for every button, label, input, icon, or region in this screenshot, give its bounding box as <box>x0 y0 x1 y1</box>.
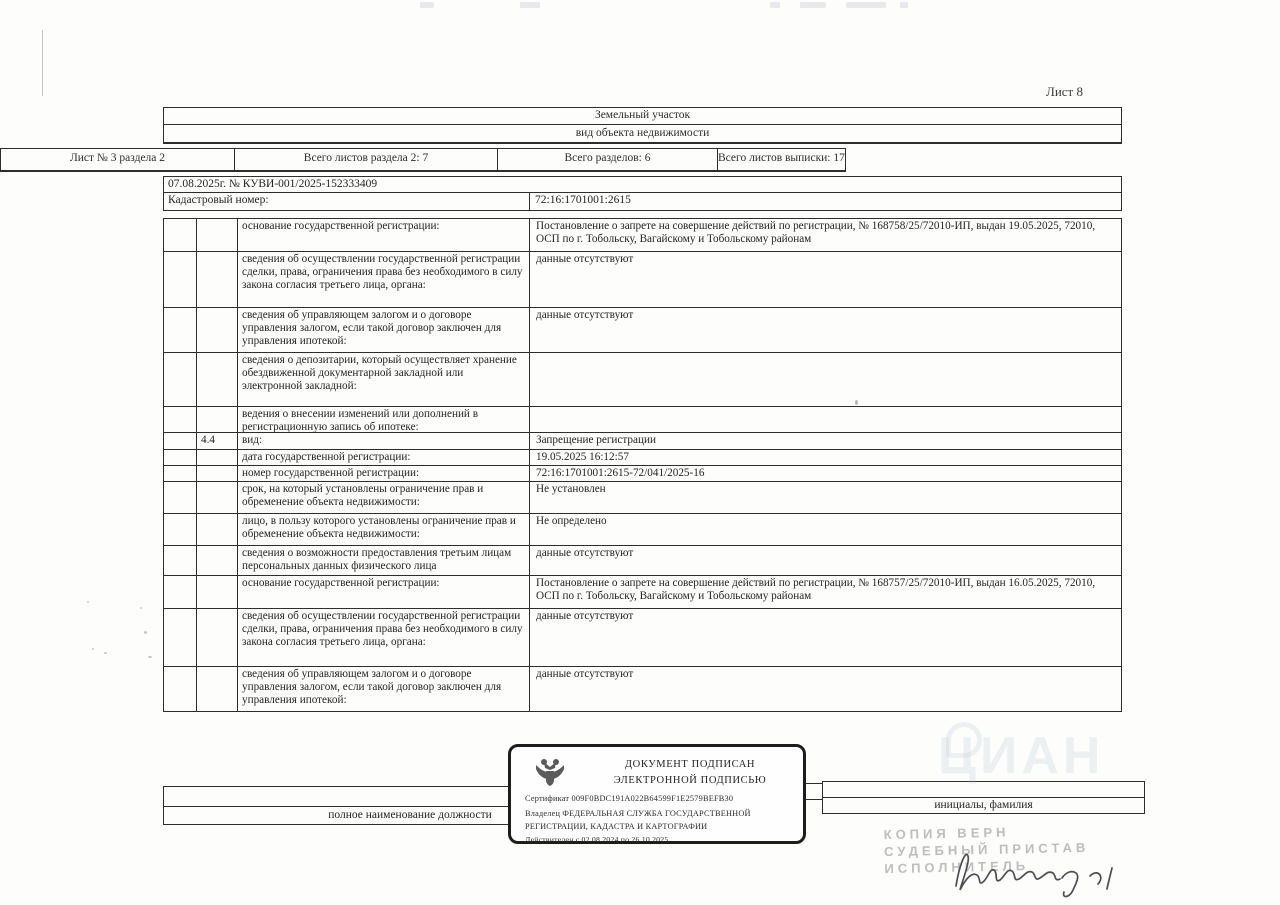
scan-speck <box>104 652 107 654</box>
object-type-banner <box>163 107 1122 144</box>
watermark: ЦИАН <box>938 727 1105 785</box>
row-value-cell: 72:16:1701001:2615-72/041/2025-16 <box>536 467 705 479</box>
cadastral-row <box>163 193 1122 211</box>
row-label-cell: срок, на который установлены ограничение прав и обременение объекта недвижимости: <box>238 482 530 513</box>
sheet-info-cell: Лист № 3 раздела 2 <box>1 149 235 170</box>
connector-line <box>806 783 822 784</box>
table-row <box>164 219 1121 252</box>
row-value-cell: Постановление о запрете на совершение действий по регистрации, № 168758/25/72010-ИП, выдан 19.05.2025, 72010, ОСП по г. Тобольску, Вагайскому и Тобольскому районам <box>536 220 1096 246</box>
extract-date-number: 07.08.2025г. № КУВИ-001/2025-152333409 <box>163 176 1122 193</box>
table-row <box>164 466 1121 482</box>
table-row <box>164 407 1121 433</box>
table-row <box>164 450 1121 466</box>
scan-artifact-top <box>800 2 826 8</box>
stamp-title-line2: ЭЛЕКТРОННОЙ ПОДПИСЬЮ <box>613 775 767 786</box>
scan-artifact-top <box>520 2 540 8</box>
table-row <box>164 514 1121 546</box>
row-number-cell <box>197 609 238 666</box>
sheet-info-cell: Всего листов выписки: 17 <box>718 152 845 164</box>
sheet-number: Лист 8 <box>1046 84 1083 99</box>
row-spacer-cell <box>164 450 197 465</box>
electronic-signature-stamp <box>508 744 806 844</box>
stamp-owner-line2: РЕГИСТРАЦИИ, КАДАСТРА И КАРТОГРАФИИ <box>525 822 708 831</box>
row-label-cell: сведения об осуществлении государственной регистрации сделки, права, ограничения права без необходимого в силу закона согласия третьего лица, органа: <box>238 252 530 307</box>
connector-line <box>806 799 822 800</box>
row-value-cell: данные отсутствуют <box>536 309 634 321</box>
row-spacer-cell <box>164 482 197 513</box>
cadastral-value: 72:16:1701001:2615 <box>535 194 631 206</box>
scan-speck <box>140 607 142 609</box>
stamp-certificate: Сертификат 009F0BDC191A022B64599F1E2579BEFB30 <box>525 794 734 803</box>
row-number-cell <box>197 514 238 545</box>
sheet-info-cell: Всего листов раздела 2: 7 <box>235 149 498 170</box>
row-spacer-cell <box>164 219 197 251</box>
row-number-cell <box>197 353 238 406</box>
row-spacer-cell <box>164 576 197 608</box>
row-number-cell <box>197 308 238 352</box>
row-number-cell <box>197 667 238 711</box>
table-row <box>164 667 1121 711</box>
row-spacer-cell <box>164 308 197 352</box>
table-row <box>164 353 1121 407</box>
row-spacer-cell <box>164 609 197 666</box>
scan-artifact-top <box>846 2 886 8</box>
row-spacer-cell <box>164 353 197 406</box>
row-spacer-cell <box>164 546 197 575</box>
row-value-cell: данные отсутствуют <box>536 253 634 265</box>
row-number-cell <box>197 450 238 465</box>
row-label-cell: ведения о внесении изменений или дополнений в регистрационную запись об ипотеке: <box>238 407 530 432</box>
row-label-cell: лицо, в пользу которого установлены ограничение прав и обременение объекта недвижимости: <box>238 514 530 545</box>
name-caption: инициалы, фамилия <box>934 799 1033 811</box>
copy-stamp-line: ИСПОЛНИТЕЛЬ <box>884 858 1030 877</box>
row-number-cell <box>197 546 238 575</box>
row-value-cell: Не установлен <box>536 483 606 495</box>
object-type: Земельный участок <box>164 108 1121 125</box>
coat-of-arms-icon <box>533 755 567 789</box>
table-row <box>164 308 1121 353</box>
row-number-cell <box>197 219 238 251</box>
table-row <box>164 433 1121 450</box>
row-number-cell <box>197 576 238 608</box>
table-row <box>164 609 1121 667</box>
scan-edge-artifact <box>42 30 43 96</box>
copy-stamp-line: СУДЕБНЫЙ ПРИСТАВ <box>883 839 1090 860</box>
sheet-info-row <box>0 148 846 172</box>
row-number-cell <box>197 252 238 307</box>
table-row <box>164 252 1121 308</box>
row-label-cell: вид: <box>238 433 530 449</box>
row-label-cell: сведения о депозитарии, который осуществляет хранение обездвиженной документарной закладной или электронной закладной: <box>238 353 530 406</box>
row-label-cell: номер государственной регистрации: <box>238 466 530 481</box>
row-spacer-cell <box>164 667 197 711</box>
scan-artifact-top <box>770 2 780 8</box>
row-label-cell: сведения о возможности предоставления третьим лицам персональных данных физического лица <box>238 546 530 575</box>
row-value-cell: Запрещение регистрации <box>536 434 656 446</box>
cadastral-label: Кадастровый номер: <box>164 193 530 210</box>
row-label-cell: сведения об осуществлении государственной регистрации сделки, права, ограничения права без необходимого в силу закона согласия третьего лица, органа: <box>238 609 530 666</box>
row-label-cell: основание государственной регистрации: <box>238 576 530 608</box>
table-row <box>164 576 1121 609</box>
copy-stamp-line: КОПИЯ ВЕРН <box>883 824 1010 843</box>
row-label-cell: сведения об управляющем залогом и о договоре управления залогом, если такой договор заключен для управления ипотекой: <box>238 308 530 352</box>
row-value-cell: Не определено <box>536 515 607 527</box>
stamp-validity: Действителен с 02.08.2024 по 26.10.2025 <box>525 835 669 844</box>
scan-artifact-top <box>900 2 908 8</box>
row-spacer-cell <box>164 466 197 481</box>
scan-artifact-top <box>420 2 434 8</box>
row-spacer-cell <box>164 407 197 432</box>
object-type-caption: вид объекта недвижимости <box>575 127 710 139</box>
table-row <box>164 546 1121 576</box>
row-number-cell <box>197 407 238 432</box>
stamp-owner: Владелец ФЕДЕРАЛЬНАЯ СЛУЖБА ГОСУДАРСТВЕННОЙ <box>525 809 751 818</box>
row-value-cell: 19.05.2025 16:12:57 <box>536 451 629 463</box>
row-value-cell <box>530 407 1121 432</box>
scan-speck <box>148 656 152 658</box>
scan-speck <box>87 601 89 603</box>
table-row <box>164 482 1121 514</box>
row-value-cell: Постановление о запрете на совершение действий по регистрации, № 168757/25/72010-ИП, выдан 16.05.2025, 72010, ОСП по г. Тобольску, Вагайскому и Тобольскому районам <box>536 577 1096 603</box>
row-label-cell: сведения об управляющем залогом и о договоре управления залогом, если такой договор заключен для управления ипотекой: <box>238 667 530 711</box>
row-label-cell: основание государственной регистрации: <box>238 219 530 251</box>
row-spacer-cell <box>164 252 197 307</box>
row-value-cell: данные отсутствуют <box>536 547 634 559</box>
scan-speck <box>92 648 94 650</box>
row-number-cell: 4.4 <box>197 433 238 449</box>
row-label-cell: дата государственной регистрации: <box>238 450 530 465</box>
row-number-cell <box>197 466 238 481</box>
row-spacer-cell <box>164 433 197 449</box>
handwritten-signature <box>950 842 1130 900</box>
position-caption: полное наименование должности <box>328 809 492 821</box>
row-value-cell <box>530 353 1121 406</box>
row-value-cell: данные отсутствуют <box>536 610 634 622</box>
row-number-cell <box>197 482 238 513</box>
row-value-cell: данные отсутствуют <box>536 668 634 680</box>
registration-table <box>163 218 1122 712</box>
row-spacer-cell <box>164 514 197 545</box>
sheet-info-cell: Всего разделов: 6 <box>498 149 718 170</box>
stamp-title-line1: ДОКУМЕНТ ПОДПИСАН <box>624 759 756 770</box>
scan-speck <box>144 631 147 634</box>
